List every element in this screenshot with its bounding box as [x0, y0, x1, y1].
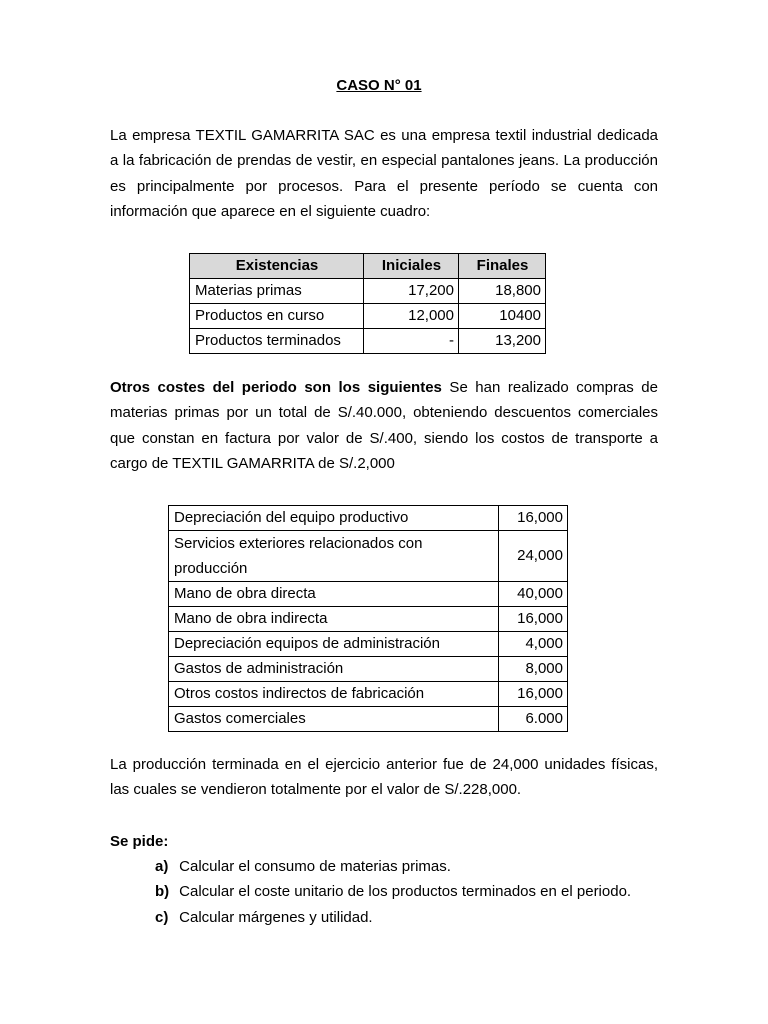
page-title: CASO N° 01 — [336, 77, 422, 94]
table-cell: 40,000 — [499, 582, 568, 607]
inventory-table — [189, 253, 546, 354]
table-row — [190, 329, 546, 354]
table-cell: 13,200 — [459, 329, 546, 354]
table-cell: 16,000 — [499, 607, 568, 632]
table-cell: 12,000 — [364, 304, 459, 329]
list-item — [155, 905, 631, 930]
table-row — [190, 304, 546, 329]
table-cell: Otros costos indirectos de fabricación — [169, 682, 499, 707]
other-costs-paragraph — [110, 375, 658, 477]
requirements-list — [155, 854, 631, 930]
list-item — [155, 854, 631, 879]
table-header-row — [190, 254, 546, 279]
table-cell: 10400 — [459, 304, 546, 329]
table-row — [169, 682, 568, 707]
table-cell: 18,800 — [459, 279, 546, 304]
table-cell: Servicios exteriores relacionados con producción — [169, 531, 499, 582]
table-cell: 6.000 — [499, 707, 568, 732]
list-item-text: Calcular el consumo de materias primas. — [175, 858, 451, 875]
table-cell: Depreciación equipos de administración — [169, 632, 499, 657]
table-row — [169, 582, 568, 607]
list-item-text: Calcular márgenes y utilidad. — [175, 908, 373, 926]
other-costs-lead: Otros costes del periodo son los siguientes — [110, 379, 442, 396]
column-header: Iniciales — [364, 254, 459, 279]
column-header: Existencias — [190, 254, 364, 279]
list-item-text: Calcular el coste unitario de los productos terminados en el periodo. — [175, 883, 632, 901]
table-cell: Mano de obra indirecta — [169, 607, 499, 632]
table-cell: - — [364, 329, 459, 354]
table-cell: Materias primas — [190, 279, 364, 304]
column-header: Finales — [459, 254, 546, 279]
list-item-letter: c) — [155, 908, 169, 926]
list-item-letter: b) — [155, 883, 170, 901]
table-cell: 4,000 — [499, 632, 568, 657]
intro-paragraph: La empresa TEXTIL GAMARRITA SAC es una empresa textil industrial dedicada a la fabricación de prendas de vestir, en especial pantalones jeans. La producción es principalmente por procesos. Para el presente período se cuenta con información que aparece en el siguiente cuadro: — [110, 127, 658, 221]
list-item — [155, 879, 631, 904]
table-row — [169, 607, 568, 632]
table-row — [169, 506, 568, 531]
table-row — [169, 657, 568, 682]
table-row — [169, 707, 568, 732]
table-cell: 8,000 — [499, 657, 568, 682]
table-cell: 16,000 — [499, 682, 568, 707]
list-item-letter: a) — [155, 858, 169, 875]
other-costs-text: Se han realizado compras de materias primas por un total de S/.40.000, obteniendo descuentos comerciales que constan en factura por valor de S/.400, siendo los costos de transporte a cargo de TEXTIL GAMARRITA de S/.2,000 — [110, 379, 658, 473]
table-cell: Gastos de administración — [169, 657, 499, 682]
table-cell: Mano de obra directa — [169, 582, 499, 607]
requirements-heading: Se pide: — [110, 833, 169, 850]
production-note-paragraph: La producción terminada en el ejercicio anterior fue de 24,000 unidades físicas, las cuales se vendieron totalmente por el valor de S/.228,000. — [110, 756, 658, 799]
table-row — [169, 531, 568, 582]
table-cell: Productos terminados — [190, 329, 364, 354]
table-cell: 16,000 — [499, 506, 568, 531]
table-row — [169, 632, 568, 657]
table-cell: Depreciación del equipo productivo — [169, 506, 499, 531]
costs-table — [168, 505, 568, 732]
table-cell: 17,200 — [364, 279, 459, 304]
table-cell: 24,000 — [499, 531, 568, 582]
table-row — [190, 279, 546, 304]
table-cell: Productos en curso — [190, 304, 364, 329]
table-cell: Gastos comerciales — [169, 707, 499, 732]
